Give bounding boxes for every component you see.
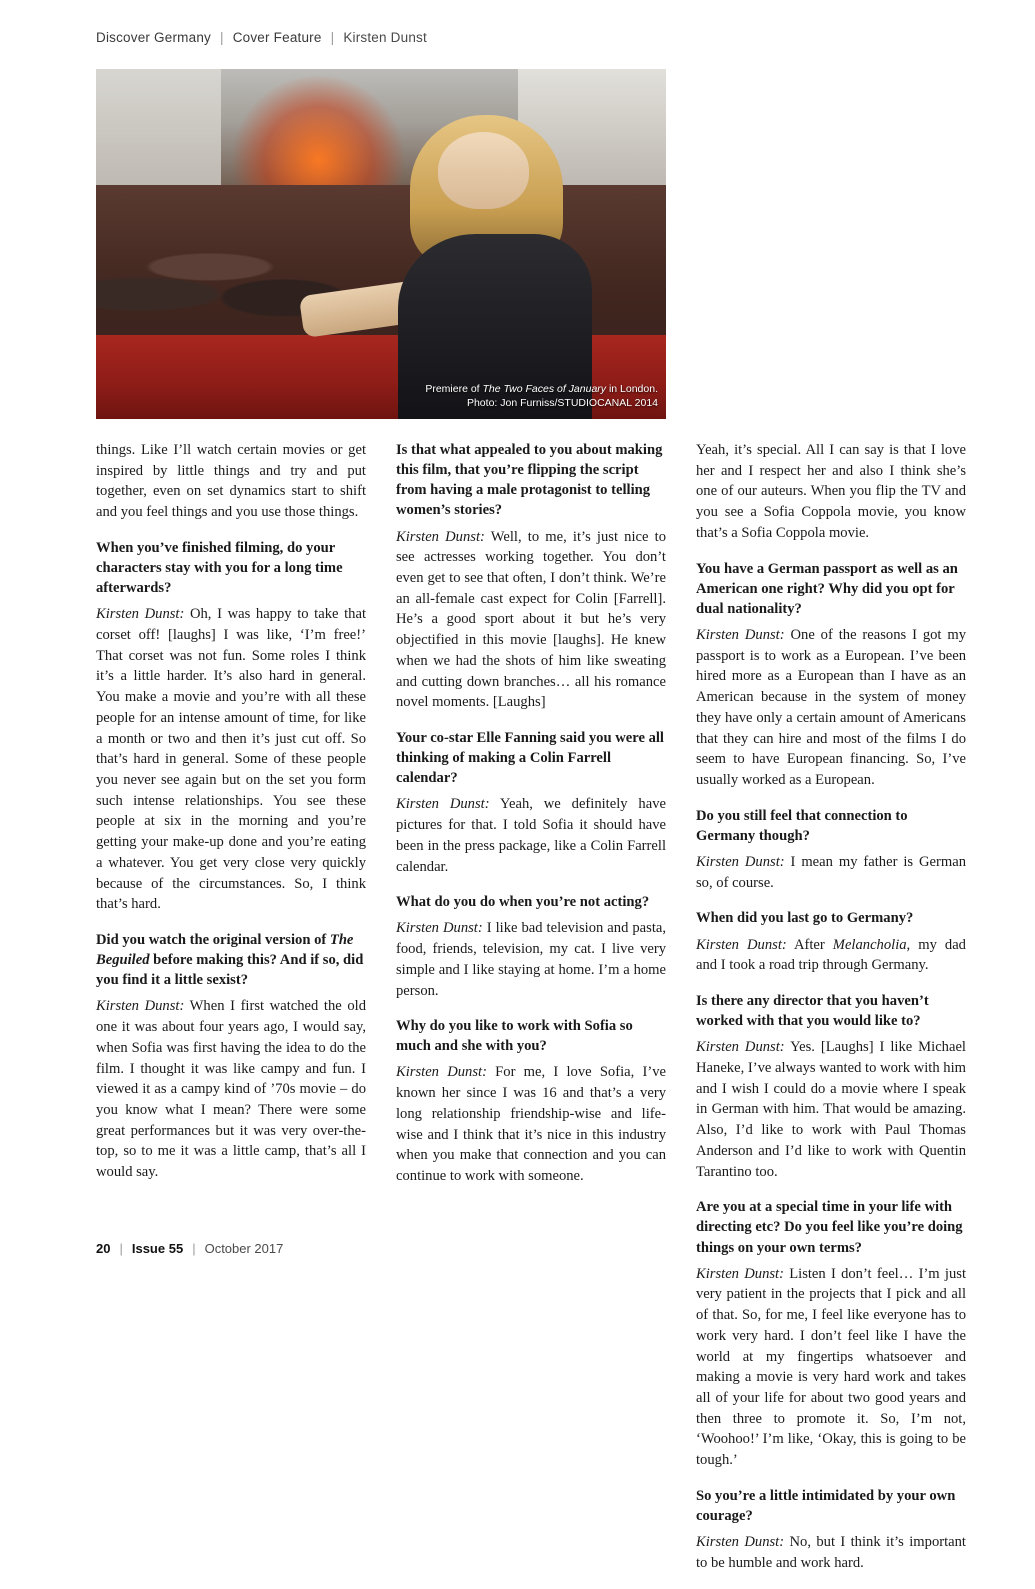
interview-answer	[696, 935, 966, 976]
interview-question: Your co-star Elle Fanning said you were all thinking of making a Colin Farrell calendar?	[396, 729, 664, 787]
interview-answer	[396, 918, 666, 1001]
page-footer	[96, 1241, 283, 1256]
breadcrumb-magazine: Discover Germany	[96, 30, 211, 45]
speaker-label: Kirsten Dunst:	[696, 853, 785, 870]
photo-caption-line-1	[425, 382, 658, 396]
page-number: 20	[96, 1241, 111, 1256]
speaker-label: Kirsten Dunst:	[696, 936, 787, 953]
interview-question: When you’ve finished filming, do your characters stay with you for a long time afterwards?	[96, 539, 343, 597]
speaker-label: Kirsten Dunst:	[696, 626, 785, 643]
breadcrumb-separator-1: |	[219, 30, 224, 45]
answer-text: Yeah, we definitely have pictures for that. I told Sofia it should have been in the press package, like a Colin Farrell calendar.	[396, 796, 666, 875]
issue-number: Issue 55	[131, 1241, 184, 1256]
answer-text: When I first watched the old one it was about four years ago, I would say, when Sofia was first having the idea to do the film. I thought it was like campy and fun. I viewed it as a campy kind of ’70s movie – do you know what I mean? There were some great performances but it was very over-the-top, so to me it was a little camp, that’s all I would say.	[96, 998, 366, 1181]
speaker-label: Kirsten Dunst:	[96, 998, 185, 1015]
interview-answer	[696, 1037, 966, 1182]
paragraph: Yeah, it’s special. All I can say is that I love her and I respect her and also I think she’s one of our auteurs. When you flip the TV and you see a Sofia Coppola movie, you know that’s a Sofia Coppola movie.	[696, 442, 966, 541]
answer-text: One of the reasons I got my passport is to work as a European. I’ve been hired more as a European than I have as an American because in the system of money they have only a certain amount of Americans that they can hire and most of the films I do seem to have European financing. So, I’ve usually worked as a European.	[696, 626, 966, 788]
speaker-label: Kirsten Dunst:	[696, 1534, 785, 1551]
article-photo	[96, 69, 666, 419]
column-1	[96, 440, 366, 1589]
question-film-title: The Beguiled	[96, 932, 354, 969]
question-part-2: before making this? And if so, did you find it a little sexist?	[96, 952, 364, 989]
answer-part-1: After	[786, 936, 833, 953]
interview-question: Why do you like to work with Sofia so much and she with you?	[396, 1018, 633, 1055]
answer-part-2: , my dad and I took a road trip through Germany.	[696, 936, 966, 974]
answer-text: Listen I don’t feel… I’m just very patient in the projects that I pick and all of that. So, for me, I feel like everyone has to work very hard. I don’t feel like I have the world at my fingertips whatsoever and making a movie is very hard work and takes all of your life for about two good years and then three to promote it. So, I’m not, ‘Woohoo!’ I’m like, ‘Okay, this is going to be tough.’	[696, 1265, 967, 1469]
interview-question: So you’re a little intimidated by your own courage?	[696, 1487, 956, 1524]
paragraph: things. Like I’ll watch certain movies or get inspired by little things and try and put together, even on set dynamics start to shift and you feel things and you use those things.	[96, 442, 366, 521]
photo-caption	[425, 382, 658, 410]
caption-prefix: Premiere of	[425, 382, 483, 395]
footer-separator-2: |	[192, 1241, 196, 1256]
speaker-label: Kirsten Dunst:	[696, 1039, 785, 1056]
answer-text: Yes. [Laughs] I like Michael Haneke, I’ve always wanted to work with him and I wish I could do a movie where I speak in German with him. That would be amazing. Also, I’d like to work with Paul Thomas Anderson and I’d like to work with Quentin Tarantino too.	[696, 1039, 966, 1180]
column-2	[396, 440, 666, 1589]
interview-question: Are you at a special time in your life with directing etc? Do you feel like you’re doing things on your own terms?	[696, 1199, 963, 1256]
interview-question: When did you last go to Germany?	[696, 910, 914, 927]
answer-text: Oh, I was happy to take that corset off! [laughs] I was like, ‘I’m free!’ That corset was not fun. Some roles I think it’s a little harder. It’s also hard in general. You make a movie and you’re with all these people for an intense amount of time, for like a month or two and then it’s just cut off. So that’s hard in general. Some of these people you never see again but on the set you form such intense relationships. You see these people at six in the morning and you’re getting your make-up done and you’re eating a whatever. You get very close very quickly because of the circumstances. So, I think that’s hard.	[96, 606, 366, 913]
interview-answer	[396, 794, 666, 877]
caption-film-title: The Two Faces of January	[482, 382, 607, 395]
breadcrumb-separator-2: |	[330, 30, 335, 45]
issue-date: October 2017	[204, 1241, 284, 1256]
speaker-label: Kirsten Dunst:	[96, 606, 185, 623]
article-body	[96, 440, 966, 1589]
interview-question: What do you do when you’re not acting?	[396, 894, 650, 911]
interview-answer	[696, 1532, 966, 1573]
breadcrumb	[96, 30, 427, 45]
speaker-label: Kirsten Dunst:	[396, 796, 490, 813]
interview-answer	[96, 996, 366, 1182]
answer-text: I like bad television and pasta, food, friends, television, my cat. I live very simple and I like staying at home. I’m a home person.	[396, 920, 667, 999]
photo-caption-credit: Photo: Jon Furniss/STUDIOCANAL 2014	[466, 396, 658, 409]
interview-answer	[696, 625, 966, 791]
speaker-label: Kirsten Dunst:	[696, 1265, 784, 1282]
interview-answer	[696, 1264, 966, 1471]
interview-question: Is that what appealed to you about making this film, that you’re flipping the script from having a male protagonist to telling women’s stories?	[396, 442, 663, 519]
interview-question: You have a German passport as well as an American one right? Why did you opt for dual nationality?	[696, 560, 958, 617]
interview-question: Is there any director that you haven’t worked with that you would like to?	[696, 992, 929, 1030]
speaker-label: Kirsten Dunst:	[396, 920, 483, 937]
interview-answer	[396, 1062, 666, 1186]
speaker-label: Kirsten Dunst:	[396, 1064, 487, 1081]
column-3	[696, 440, 966, 1589]
answer-text: Well, to me, it’s just nice to see actresses working together. You don’t even get to see that often, I don’t think. We’re an all-female cast expect for Colin [Farrell]. He’s a good sport about it but he’s very objectified in this movie [laughs]. He knew when we had the shots of him like sweating and cutting down branches… all his romance novel moments. [Laughs]	[396, 528, 667, 711]
speaker-label: Kirsten Dunst:	[396, 528, 485, 545]
caption-suffix: in London.	[606, 382, 658, 395]
answer-text: No, but I think it’s important to be humble and work hard.	[696, 1534, 966, 1571]
question-part-1: Did you watch the original version of	[96, 932, 330, 949]
breadcrumb-article: Kirsten Dunst	[343, 30, 427, 45]
answer-text: I mean my father is German so, of course.	[696, 853, 966, 891]
photo-subject-head	[438, 132, 529, 209]
interview-question	[96, 930, 366, 990]
footer-separator-1: |	[119, 1241, 123, 1256]
interview-question: Do you still feel that connection to Germany though?	[696, 807, 908, 844]
answer-film-title: Melancholia	[832, 936, 907, 953]
breadcrumb-section: Cover Feature	[232, 30, 322, 45]
answer-text: For me, I love Sofia, I’ve known her since I was 16 and that’s a very long relationship friendship-wise and life-wise and I think that it’s nice in this industry when you make that connection and you can continue to work with someone.	[396, 1064, 666, 1185]
interview-answer	[396, 527, 666, 713]
interview-answer	[696, 852, 966, 893]
interview-answer	[96, 604, 366, 915]
